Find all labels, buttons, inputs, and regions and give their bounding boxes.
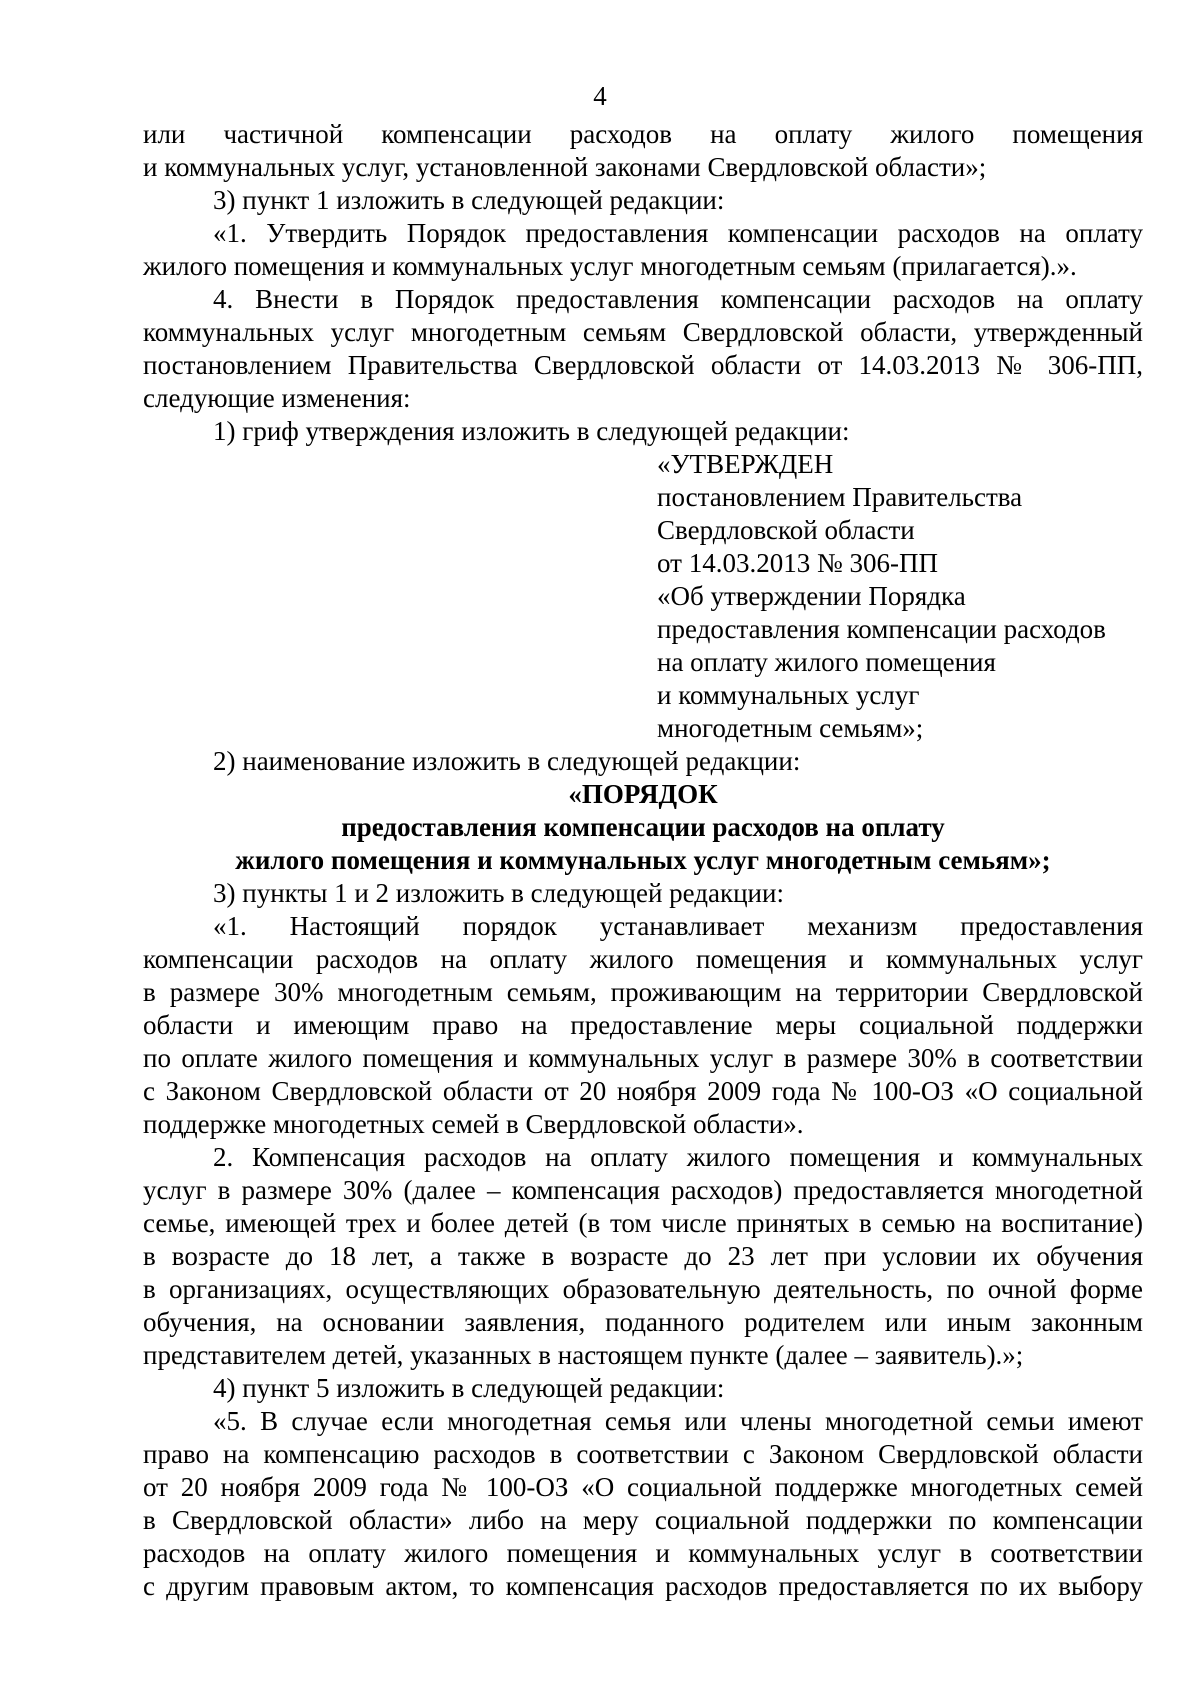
page-number: 4 bbox=[593, 81, 607, 111]
text-line: семье, имеющей трех и более детей (в том числе принятых в семью на воспитание) bbox=[143, 1208, 1143, 1238]
text-line: 3) пункты 1 и 2 изложить в следующей редакции: bbox=[213, 878, 784, 908]
text-line: 2. Компенсация расходов на оплату жилого помещения и коммунальных bbox=[213, 1142, 1143, 1172]
text-line: услуг в размере 30% (далее – компенсация расходов) предоставляется многодетной bbox=[143, 1175, 1143, 1205]
text-line: 1) гриф утверждения изложить в следующей редакции: bbox=[213, 416, 850, 446]
text-line: «1. Утвердить Порядок предоставления компенсации расходов на оплату bbox=[213, 218, 1143, 248]
text-line: в возрасте до 18 лет, а также в возрасте до 23 лет при условии их обучения bbox=[143, 1241, 1143, 1271]
text-line: области и имеющим право на предоставление меры социальной поддержки bbox=[143, 1010, 1143, 1040]
approval-stamp-block bbox=[143, 448, 1143, 745]
text-line: в организациях, осуществляющих образовательную деятельность, по очной форме bbox=[143, 1274, 1143, 1304]
grif-line: предоставления компенсации расходов bbox=[657, 614, 1106, 644]
text-line: или частичной компенсации расходов на оплату жилого помещения bbox=[143, 119, 1143, 149]
text-line: поддержке многодетных семей в Свердловской области». bbox=[143, 1109, 804, 1139]
text-line: и коммунальных услуг, установленной законами Свердловской области»; bbox=[143, 152, 987, 182]
text-line: право на компенсацию расходов в соответствии с Законом Свердловской области bbox=[143, 1439, 1143, 1469]
text-line: 4. Внести в Порядок предоставления компенсации расходов на оплату bbox=[213, 284, 1143, 314]
text-line: с Законом Свердловской области от 20 ноября 2009 года № 100-ОЗ «О социальной bbox=[143, 1076, 1143, 1106]
text-line: по оплате жилого помещения и коммунальных услуг в размере 30% в соответствии bbox=[143, 1043, 1143, 1073]
heading-line: жилого помещения и коммунальных услуг многодетным семьям»; bbox=[235, 845, 1051, 875]
text-line: постановлением Правительства Свердловской области от 14.03.2013 № 306-ПП, bbox=[143, 350, 1143, 380]
text-line: 3) пункт 1 изложить в следующей редакции: bbox=[213, 185, 725, 215]
text-line: 4) пункт 5 изложить в следующей редакции: bbox=[213, 1373, 725, 1403]
grif-line: постановлением Правительства bbox=[657, 482, 1023, 512]
text-line: от 20 ноября 2009 года № 100-ОЗ «О социальной поддержке многодетных семей bbox=[143, 1472, 1143, 1502]
text-line: коммунальных услуг многодетным семьям Свердловской области, утвержденный bbox=[143, 317, 1143, 347]
text-line: обучения, на основании заявления, поданного родителем или иным законным bbox=[143, 1307, 1143, 1337]
grif-line: Свердловской области bbox=[657, 515, 915, 545]
document-body bbox=[143, 118, 1143, 1603]
heading-line: «ПОРЯДОК bbox=[568, 779, 718, 809]
text-line: с другим правовым актом, то компенсация расходов предоставляется по их выбору bbox=[143, 1571, 1143, 1601]
text-line: в размере 30% многодетным семьям, проживающим на территории Свердловской bbox=[143, 977, 1143, 1007]
text-line: «1. Настоящий порядок устанавливает механизм предоставления bbox=[213, 911, 1143, 941]
procedure-title bbox=[143, 778, 1143, 877]
grif-line: многодетным семьям»; bbox=[657, 713, 924, 743]
text-line: компенсации расходов на оплату жилого помещения и коммунальных услуг bbox=[143, 944, 1143, 974]
grif-line: и коммунальных услуг bbox=[657, 680, 920, 710]
text-line: жилого помещения и коммунальных услуг многодетным семьям (прилагается).». bbox=[143, 251, 1077, 281]
text-line: в Свердловской области» либо на меру социальной поддержки по компенсации bbox=[143, 1505, 1143, 1535]
grif-line: «УТВЕРЖДЕН bbox=[657, 449, 834, 479]
text-line: «5. В случае если многодетная семья или члены многодетной семьи имеют bbox=[213, 1406, 1143, 1436]
text-line: следующие изменения: bbox=[143, 383, 411, 413]
grif-line: от 14.03.2013 № 306-ПП bbox=[657, 548, 938, 578]
grif-line: «Об утверждении Порядка bbox=[657, 581, 966, 611]
heading-line: предоставления компенсации расходов на оплату bbox=[341, 812, 945, 842]
grif-line: на оплату жилого помещения bbox=[657, 647, 996, 677]
text-line: расходов на оплату жилого помещения и коммунальных услуг в соответствии bbox=[143, 1538, 1143, 1568]
text-line: 2) наименование изложить в следующей редакции: bbox=[213, 746, 801, 776]
text-line: представителем детей, указанных в настоящем пункте (далее – заявитель).»; bbox=[143, 1340, 1024, 1370]
